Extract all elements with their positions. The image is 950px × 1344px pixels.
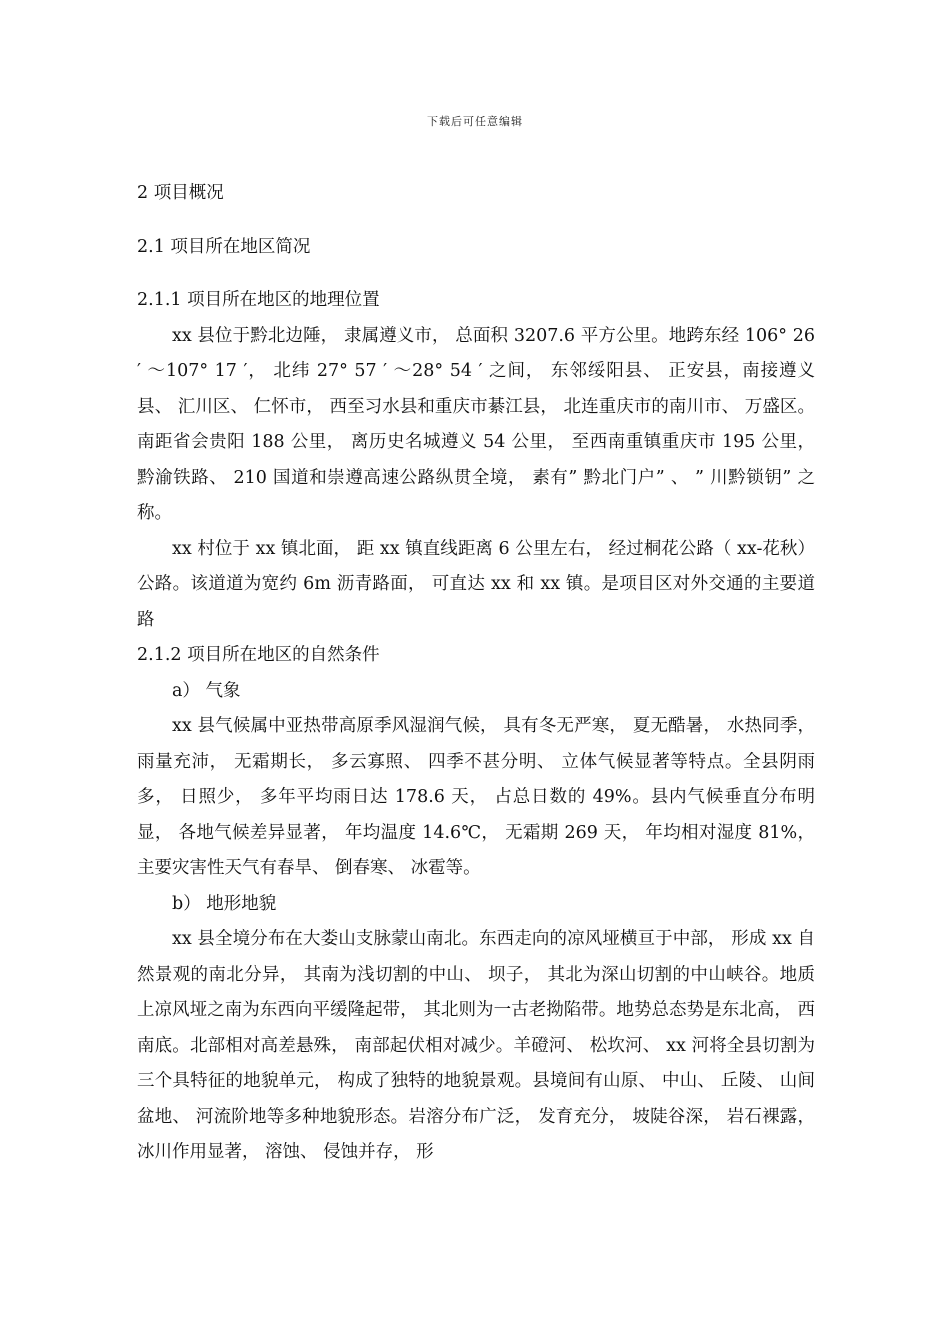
section-title: 2 项目概况 xyxy=(137,183,224,203)
header-note: 下载后可任意编辑 xyxy=(427,115,523,128)
terrain-label: b） 地形地貌 xyxy=(172,893,277,914)
document-body xyxy=(137,176,815,1171)
climate-label: a） 气象 xyxy=(172,680,241,701)
geographic-location-heading: 2.1.1 项目所在地区的地理位置 xyxy=(137,290,380,310)
subsection-title: 2.1 项目所在地区简况 xyxy=(137,236,311,257)
climate-paragraph: xx 县气候属中亚热带高原季风湿润气候， 具有冬无严寒， 夏无酷暑， 水热同季， 雨量充沛， 无霜期长， 多云寡照、 四季不甚分明、 立体气候显著等特点。全县阴雨多， 日照少， 多年平均雨日达 178.6 天， 占总日数的 49%。县内气候垂直分布明显， 各地气候差异显著， 年均温度 14.6℃， 无霜期 269 天， 年均相对湿度 81%， 主要灾害性天气有春旱、 倒春寒、 冰雹等。 xyxy=(137,716,815,878)
natural-conditions-heading: 2.1.2 项目所在地区的自然条件 xyxy=(137,645,380,665)
location-paragraph: xx 县位于黔北边陲， 隶属遵义市， 总面积 3207.6 平方公里。地跨东经 106° 26 ′ ～107° 17 ′， 北纬 27° 57 ′ ～28° 54 ′ 之间， 东邻绥阳县、 正安县，南接遵义县、 汇川区、 仁怀市， 西至习水县和重庆市綦江县， 北连重庆市的南川市、 万盛区。南距省会贵阳 188 公里， 离历史名城遵义 54 公里， 至西南重镇重庆市 195 公里， 黔渝铁路、 210 国道和崇遵高速公路纵贯全境， 素有” 黔北门户” 、 ” 川黔锁钥” 之称。 xyxy=(137,325,815,523)
village-paragraph: xx 村位于 xx 镇北面， 距 xx 镇直线距离 6 公里左右， 经过桐花公路（ xx-花秋） 公路。该道道为宽约 6m 沥青路面， 可直达 xx 和 xx 镇。是项目区对外交通的主要道路 xyxy=(137,538,815,630)
terrain-paragraph: xx 县全境分布在大娄山支脉蒙山南北。东西走向的凉风垭横亘于中部， 形成 xx 自然景观的南北分异， 其南为浅切割的中山、 坝子， 其北为深山切割的中山峡谷。地质上凉风垭之南为东西向平缓隆起带， 其北则为一古老拗陷带。地势总态势是东北高， 西南底。北部相对高差悬殊， 南部起伏相对减少。羊磴河、 松坎河、 xx 河将全县切割为三个具特征的地貌单元， 构成了独特的地貌景观。县境间有山原、 中山、 丘陵、 山间盆地、 河流阶地等多种地貌形态。岩溶分布广泛， 发育充分， 坡陡谷深， 岩石裸露， 冰川作用显著， 溶蚀、 侵蚀并存， 形 xyxy=(137,929,815,1162)
